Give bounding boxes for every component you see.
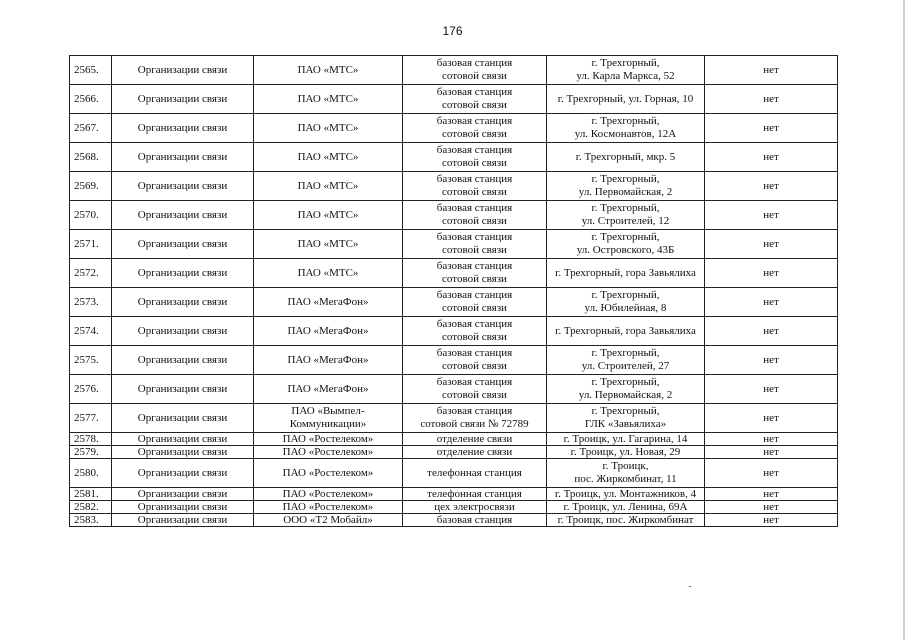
scan-artifact	[689, 586, 691, 587]
cell-num: 2571.	[70, 230, 112, 259]
cell-org	[254, 514, 403, 527]
table-row	[70, 514, 838, 527]
cell-num: 2572.	[70, 259, 112, 288]
cell-num: 2576.	[70, 375, 112, 404]
cell-object	[403, 230, 547, 259]
cell-object-line: базовая станция	[436, 57, 513, 69]
cell-status: нет	[705, 259, 838, 288]
table-row	[70, 172, 838, 201]
cell-category: Организации связи	[112, 259, 254, 288]
registry-table	[69, 55, 838, 527]
table-row	[70, 259, 838, 288]
cell-object-line: базовая станция	[436, 202, 513, 214]
cell-org	[254, 230, 403, 259]
cell-address-line: ГЛК «Завьялиха»	[584, 418, 667, 430]
cell-object-line: сотовой связи	[442, 302, 507, 314]
cell-address-line: г. Трехгорный,	[591, 57, 660, 69]
cell-org-line: ПАО «МТС»	[297, 92, 359, 105]
cell-object	[403, 459, 547, 488]
cell-status: нет	[705, 346, 838, 375]
cell-address-line: г. Трехгорный, мкр. 5	[575, 150, 676, 163]
cell-object-line: базовая станция	[436, 173, 513, 185]
cell-status: нет	[705, 404, 838, 433]
cell-address-line: г. Трехгорный, гора Завьялиха	[555, 266, 696, 279]
cell-category: Организации связи	[112, 172, 254, 201]
cell-org-line: ПАО «МТС»	[297, 121, 359, 134]
cell-category: Организации связи	[112, 317, 254, 346]
cell-org-line: ПАО «Ростелеком»	[282, 466, 374, 479]
cell-org-line: ПАО «МегаФон»	[287, 295, 369, 308]
cell-object	[403, 501, 547, 514]
cell-object	[403, 446, 547, 459]
cell-status: нет	[705, 514, 838, 527]
cell-object-line: сотовой связи	[442, 157, 507, 169]
cell-num: 2573.	[70, 288, 112, 317]
cell-status: нет	[705, 230, 838, 259]
table-row	[70, 501, 838, 514]
table-row	[70, 201, 838, 230]
cell-num: 2574.	[70, 317, 112, 346]
cell-num: 2565.	[70, 56, 112, 85]
cell-category: Организации связи	[112, 404, 254, 433]
cell-category: Организации связи	[112, 488, 254, 501]
cell-object-line: базовая станция	[436, 513, 513, 526]
cell-category: Организации связи	[112, 514, 254, 527]
cell-org-line: ПАО «МТС»	[297, 179, 359, 192]
cell-status: нет	[705, 56, 838, 85]
cell-num: 2568.	[70, 143, 112, 172]
cell-status: нет	[705, 459, 838, 488]
cell-status: нет	[705, 501, 838, 514]
cell-object-line: базовая станция	[436, 144, 513, 156]
cell-address-line: г. Трехгорный,	[591, 405, 660, 417]
cell-address	[547, 85, 705, 114]
cell-status: нет	[705, 433, 838, 446]
cell-address	[547, 514, 705, 527]
table-row	[70, 230, 838, 259]
cell-org-line: ПАО «МТС»	[297, 266, 359, 279]
cell-address	[547, 446, 705, 459]
cell-address-line: г. Троицк, ул. Гагарина, 14	[563, 432, 688, 445]
cell-object-line: телефонная станция	[427, 466, 522, 479]
cell-num: 2578.	[70, 433, 112, 446]
cell-category: Организации связи	[112, 201, 254, 230]
cell-object	[403, 85, 547, 114]
cell-org-line: ПАО «МТС»	[297, 63, 359, 76]
cell-num: 2579.	[70, 446, 112, 459]
cell-num: 2577.	[70, 404, 112, 433]
cell-category: Организации связи	[112, 346, 254, 375]
cell-org	[254, 433, 403, 446]
cell-org-line: ПАО «МТС»	[297, 150, 359, 163]
table-row	[70, 85, 838, 114]
cell-org	[254, 317, 403, 346]
cell-category: Организации связи	[112, 85, 254, 114]
cell-object-line: отделение связи	[436, 445, 513, 458]
cell-object	[403, 375, 547, 404]
cell-object	[403, 488, 547, 501]
cell-category: Организации связи	[112, 56, 254, 85]
cell-address	[547, 230, 705, 259]
cell-status: нет	[705, 201, 838, 230]
cell-object	[403, 172, 547, 201]
cell-object-line: сотовой связи	[442, 128, 507, 140]
table-row	[70, 346, 838, 375]
cell-address	[547, 143, 705, 172]
cell-address	[547, 501, 705, 514]
cell-status: нет	[705, 375, 838, 404]
cell-status: нет	[705, 288, 838, 317]
cell-num: 2581.	[70, 488, 112, 501]
cell-address-line: г. Трехгорный,	[591, 115, 660, 127]
cell-status: нет	[705, 143, 838, 172]
cell-object-line: сотовой связи	[442, 215, 507, 227]
cell-object	[403, 201, 547, 230]
cell-object-line: сотовой связи № 72789	[420, 418, 529, 430]
cell-object-line: цех электросвязи	[434, 500, 515, 513]
cell-address-line: ул. Строителей, 12	[581, 215, 670, 227]
cell-address	[547, 259, 705, 288]
cell-num: 2583.	[70, 514, 112, 527]
cell-category: Организации связи	[112, 459, 254, 488]
cell-address	[547, 172, 705, 201]
cell-object	[403, 143, 547, 172]
cell-object-line: сотовой связи	[442, 389, 507, 401]
cell-num: 2569.	[70, 172, 112, 201]
cell-object-line: сотовой связи	[442, 186, 507, 198]
cell-org-line: ПАО «Ростелеком»	[282, 432, 374, 445]
cell-org-line: ПАО «МегаФон»	[287, 324, 369, 337]
cell-org	[254, 488, 403, 501]
cell-status: нет	[705, 317, 838, 346]
cell-object-line: базовая станция	[436, 115, 513, 127]
cell-address-line: г. Троицк, ул. Новая, 29	[570, 445, 681, 458]
cell-org-line: ПАО «МТС»	[297, 237, 359, 250]
cell-category: Организации связи	[112, 143, 254, 172]
cell-address-line: ул. Первомайская, 2	[578, 186, 673, 198]
cell-category: Организации связи	[112, 501, 254, 514]
table-row	[70, 317, 838, 346]
cell-object-line: сотовой связи	[442, 273, 507, 285]
cell-object-line: сотовой связи	[442, 360, 507, 372]
cell-org-line: ПАО «Вымпел-	[291, 405, 365, 417]
cell-category: Организации связи	[112, 433, 254, 446]
cell-org-line: ПАО «МегаФон»	[287, 353, 369, 366]
cell-org-line: ПАО «МТС»	[297, 208, 359, 221]
table-row	[70, 488, 838, 501]
table-row	[70, 459, 838, 488]
cell-address	[547, 114, 705, 143]
cell-org-line: Коммуникации»	[289, 418, 367, 430]
cell-object	[403, 514, 547, 527]
table-row	[70, 404, 838, 433]
cell-org-line: ООО «Т2 Мобайл»	[283, 513, 373, 526]
cell-org	[254, 404, 403, 433]
cell-object-line: сотовой связи	[442, 331, 507, 343]
cell-category: Организации связи	[112, 288, 254, 317]
table-row	[70, 143, 838, 172]
cell-org	[254, 375, 403, 404]
cell-org	[254, 114, 403, 143]
cell-category: Организации связи	[112, 230, 254, 259]
cell-object	[403, 114, 547, 143]
cell-address-line: ул. Первомайская, 2	[578, 389, 673, 401]
cell-num: 2566.	[70, 85, 112, 114]
cell-address	[547, 56, 705, 85]
page-number: 176	[442, 24, 463, 38]
cell-num: 2580.	[70, 459, 112, 488]
table-row	[70, 288, 838, 317]
cell-org	[254, 459, 403, 488]
cell-object	[403, 346, 547, 375]
cell-object-line: базовая станция	[436, 405, 513, 417]
cell-address	[547, 317, 705, 346]
cell-org	[254, 501, 403, 514]
cell-org-line: ПАО «МегаФон»	[287, 382, 369, 395]
cell-object-line: сотовой связи	[442, 70, 507, 82]
table-row	[70, 114, 838, 143]
cell-status: нет	[705, 446, 838, 459]
cell-address-line: г. Трехгорный,	[591, 376, 660, 388]
cell-org	[254, 85, 403, 114]
cell-object	[403, 56, 547, 85]
table-row	[70, 446, 838, 459]
cell-category: Организации связи	[112, 446, 254, 459]
cell-address-line: ул. Космонавтов, 12А	[574, 128, 677, 140]
cell-address-line: ул. Юбилейная, 8	[584, 302, 667, 314]
cell-status: нет	[705, 488, 838, 501]
cell-org-line: ПАО «Ростелеком»	[282, 445, 374, 458]
cell-address	[547, 488, 705, 501]
cell-org	[254, 288, 403, 317]
cell-address	[547, 459, 705, 488]
cell-address-line: г. Трехгорный,	[591, 289, 660, 301]
cell-address-line: г. Трехгорный, ул. Горная, 10	[557, 92, 694, 105]
table-row	[70, 375, 838, 404]
cell-status: нет	[705, 114, 838, 143]
cell-object-line: базовая станция	[436, 376, 513, 388]
cell-address-line: ул. Островского, 43Б	[576, 244, 675, 256]
cell-address-line: г. Трехгорный,	[591, 202, 660, 214]
cell-org	[254, 259, 403, 288]
cell-org-line: ПАО «Ростелеком»	[282, 487, 374, 500]
cell-object	[403, 259, 547, 288]
cell-org-line: ПАО «Ростелеком»	[282, 500, 374, 513]
cell-object-line: базовая станция	[436, 86, 513, 98]
table-row	[70, 56, 838, 85]
cell-address-line: г. Троицк, ул. Ленина, 69А	[563, 500, 688, 513]
cell-object	[403, 404, 547, 433]
table-row	[70, 433, 838, 446]
cell-address	[547, 375, 705, 404]
cell-status: нет	[705, 172, 838, 201]
cell-org	[254, 56, 403, 85]
cell-address	[547, 404, 705, 433]
cell-address-line: г. Троицк, ул. Монтажников, 4	[554, 487, 697, 500]
cell-address-line: г. Троицк, пос. Жиркомбинат	[557, 513, 694, 526]
cell-object-line: телефонная станция	[427, 487, 522, 500]
cell-object-line: сотовой связи	[442, 99, 507, 111]
cell-category: Организации связи	[112, 375, 254, 404]
cell-category: Организации связи	[112, 114, 254, 143]
cell-address-line: ул. Карла Маркса, 52	[576, 70, 675, 82]
cell-num: 2570.	[70, 201, 112, 230]
cell-org	[254, 446, 403, 459]
cell-org	[254, 172, 403, 201]
cell-address-line: пос. Жиркомбинат, 11	[574, 473, 677, 485]
registry-table-body	[70, 56, 838, 527]
cell-address	[547, 201, 705, 230]
cell-object-line: базовая станция	[436, 318, 513, 330]
cell-object	[403, 433, 547, 446]
cell-address-line: г. Трехгорный,	[591, 173, 660, 185]
cell-num: 2582.	[70, 501, 112, 514]
cell-object-line: базовая станция	[436, 347, 513, 359]
cell-object-line: базовая станция	[436, 231, 513, 243]
cell-address-line: г. Троицк,	[602, 460, 649, 472]
cell-address-line: ул. Строителей, 27	[581, 360, 670, 372]
cell-address	[547, 346, 705, 375]
cell-address	[547, 433, 705, 446]
cell-status: нет	[705, 85, 838, 114]
cell-object-line: базовая станция	[436, 260, 513, 272]
cell-address-line: г. Трехгорный,	[591, 231, 660, 243]
cell-address	[547, 288, 705, 317]
cell-org	[254, 143, 403, 172]
cell-num: 2567.	[70, 114, 112, 143]
cell-org	[254, 346, 403, 375]
cell-address-line: г. Трехгорный,	[591, 347, 660, 359]
cell-object-line: базовая станция	[436, 289, 513, 301]
cell-num: 2575.	[70, 346, 112, 375]
cell-object-line: отделение связи	[436, 432, 513, 445]
cell-address-line: г. Трехгорный, гора Завьялиха	[555, 324, 696, 337]
cell-object	[403, 288, 547, 317]
cell-org	[254, 201, 403, 230]
cell-object-line: сотовой связи	[442, 244, 507, 256]
cell-object	[403, 317, 547, 346]
